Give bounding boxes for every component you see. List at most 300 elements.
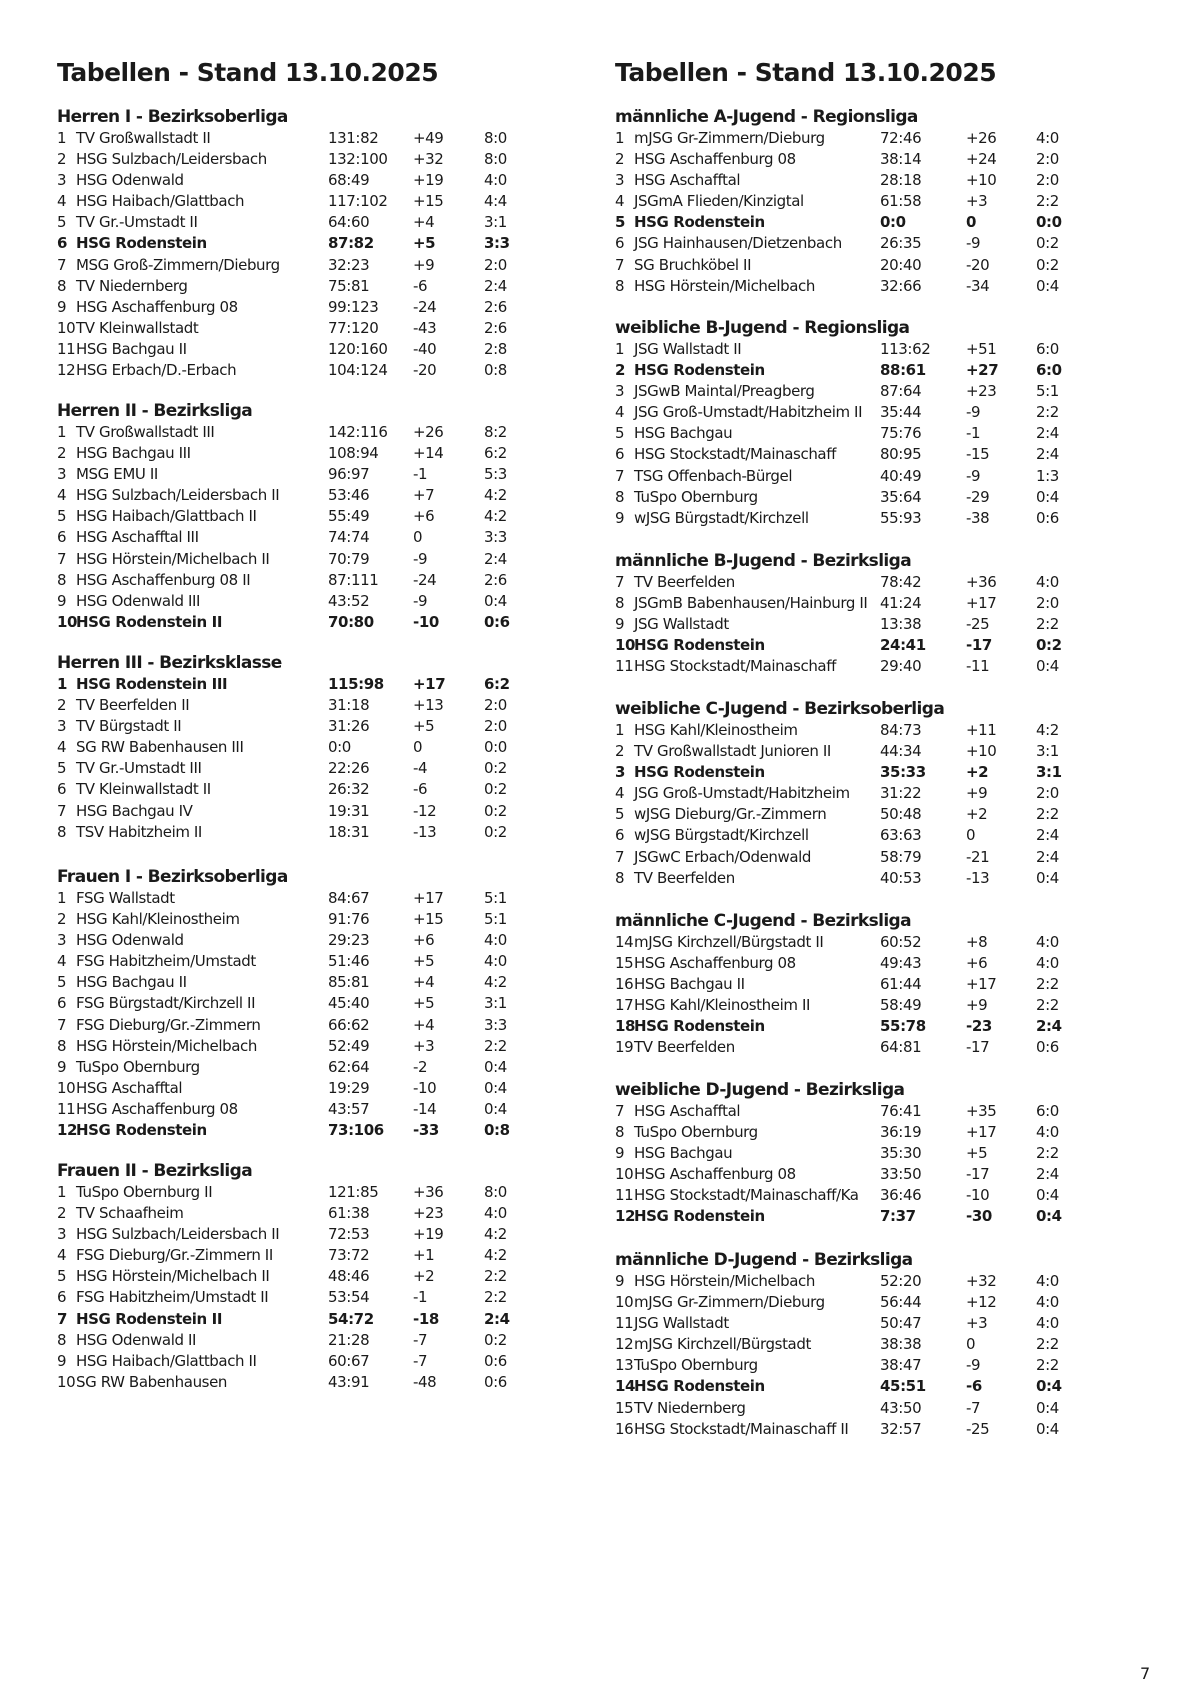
cell-diff: +36 — [966, 573, 997, 591]
cell-score: 32:57 — [880, 1419, 922, 1438]
cell-diff: +23 — [966, 382, 997, 401]
cell-team: HSG Hörstein/Michelbach — [634, 276, 815, 295]
table-row — [57, 972, 537, 993]
cell-score: 75:76 — [880, 424, 922, 443]
cell-pts: 2:6 — [484, 318, 507, 337]
table-row-own-team — [615, 762, 1095, 783]
cell-diff: -2 — [413, 1057, 428, 1076]
cell-diff: +1 — [413, 1246, 435, 1265]
cell-rank: 5 — [57, 759, 67, 778]
table-row-own-team — [615, 1206, 1095, 1227]
cell-pts: 4:0 — [1036, 933, 1059, 951]
cell-diff: +49 — [413, 129, 444, 147]
cell-pts: 2:2 — [484, 1288, 507, 1307]
cell-diff: 0 — [413, 738, 423, 757]
cell-pts: 8:0 — [484, 1183, 507, 1201]
cell-score: 43:91 — [328, 1372, 370, 1391]
cell-pts: 0:4 — [1036, 1398, 1059, 1417]
cell-score: 18:31 — [328, 822, 370, 841]
cell-diff: -9 — [966, 403, 981, 422]
cell-diff: -23 — [966, 1017, 992, 1036]
cell-pts: 0:2 — [484, 759, 507, 778]
cell-score: 104:124 — [328, 361, 388, 380]
table-row — [57, 549, 537, 570]
table-row — [57, 779, 537, 800]
table-row — [615, 1122, 1095, 1143]
cell-diff: -33 — [413, 1121, 439, 1140]
cell-score: 55:49 — [328, 507, 370, 526]
cell-rank: 6 — [57, 1288, 67, 1307]
cell-rank: 3 — [57, 465, 67, 484]
table-row — [57, 527, 537, 548]
league-title: Frauen I - Bezirksoberliga — [57, 867, 288, 887]
cell-team: HSG Aschafftal III — [76, 528, 199, 547]
cell-pts: 2:2 — [484, 1036, 507, 1055]
cell-diff: -6 — [413, 276, 428, 295]
cell-team: HSG Haibach/Glattbach II — [76, 507, 257, 526]
table-row — [57, 339, 537, 360]
cell-pts: 5:1 — [484, 910, 507, 929]
table-row — [57, 1245, 537, 1266]
cell-rank: 19 — [615, 1038, 634, 1057]
cell-rank: 3 — [615, 763, 626, 782]
cell-team: HSG Aschaffenburg 08 — [76, 297, 238, 316]
league-table — [615, 910, 1095, 1059]
league-title: weibliche B-Jugend - Regionsliga — [615, 318, 910, 338]
cell-score: 50:48 — [880, 805, 922, 824]
cell-pts: 0:4 — [1036, 657, 1059, 676]
table-row — [57, 1330, 537, 1351]
cell-diff: -40 — [413, 339, 437, 358]
cell-diff: +13 — [413, 696, 444, 715]
table-row — [57, 951, 537, 972]
table-row — [615, 804, 1095, 825]
cell-team: HSG Stockstadt/Mainaschaff — [634, 657, 836, 676]
table-row-own-team — [57, 1120, 537, 1141]
table-row — [57, 695, 537, 716]
cell-score: 21:28 — [328, 1330, 370, 1349]
table-row — [615, 128, 1095, 149]
cell-pts: 0:2 — [484, 780, 507, 799]
cell-score: 76:41 — [880, 1102, 922, 1120]
cell-pts: 2:0 — [1036, 594, 1059, 613]
cell-diff: +12 — [966, 1293, 997, 1312]
cell-team: HSG Stockstadt/Mainaschaff II — [634, 1419, 849, 1438]
cell-rank: 7 — [615, 1102, 625, 1120]
cell-pts: 3:1 — [1036, 742, 1059, 761]
cell-rank: 4 — [57, 952, 67, 971]
cell-pts: 2:6 — [484, 570, 507, 589]
cell-score: 60:52 — [880, 933, 922, 951]
cell-pts: 2:0 — [1036, 784, 1059, 803]
table-row-own-team — [615, 1376, 1095, 1397]
cell-diff: -17 — [966, 1038, 990, 1057]
cell-score: 56:44 — [880, 1293, 922, 1312]
cell-diff: -7 — [413, 1330, 428, 1349]
table-row — [615, 593, 1095, 614]
cell-diff: -20 — [413, 361, 437, 380]
cell-rank: 10 — [57, 612, 78, 631]
cell-team: HSG Erbach/D.-Erbach — [76, 361, 237, 380]
table-row — [615, 402, 1095, 423]
cell-pts: 2:2 — [1036, 403, 1059, 422]
cell-rank: 4 — [57, 486, 67, 505]
cell-rank: 8 — [57, 1330, 67, 1349]
cell-pts: 4:4 — [484, 192, 507, 211]
cell-rank: 14 — [615, 1377, 636, 1396]
cell-diff: -38 — [966, 508, 990, 527]
cell-team: wJSG Bürgstadt/Kirchzell — [634, 826, 809, 845]
cell-diff: +5 — [413, 717, 435, 736]
cell-score: 120:160 — [328, 339, 388, 358]
cell-rank: 10 — [57, 318, 76, 337]
cell-rank: 10 — [615, 1293, 634, 1312]
table-row — [57, 716, 537, 737]
cell-score: 84:73 — [880, 721, 922, 739]
league-table — [615, 317, 1095, 529]
cell-team: HSG Kahl/Kleinostheim — [634, 721, 798, 739]
table-row — [615, 423, 1095, 444]
cell-score: 87:111 — [328, 570, 379, 589]
cell-diff: +10 — [966, 742, 997, 761]
table-row — [57, 801, 537, 822]
cell-rank: 12 — [615, 1335, 634, 1354]
table-row-own-team — [57, 612, 537, 633]
cell-team: TV Beerfelden — [634, 573, 735, 591]
cell-diff: 0 — [966, 213, 977, 232]
cell-pts: 0:2 — [1036, 636, 1062, 655]
cell-rank: 9 — [615, 1144, 625, 1163]
cell-rank: 2 — [57, 150, 67, 169]
cell-rank: 15 — [615, 1398, 634, 1417]
cell-team: HSG Bachgau II — [76, 339, 187, 358]
league-table — [615, 1079, 1095, 1228]
cell-rank: 7 — [615, 255, 625, 274]
table-row — [615, 1419, 1095, 1440]
cell-pts: 4:2 — [484, 1246, 507, 1265]
cell-score: 61:38 — [328, 1204, 370, 1223]
cell-pts: 0:2 — [484, 822, 507, 841]
cell-score: 0:0 — [328, 738, 351, 757]
cell-diff: +3 — [966, 192, 988, 211]
table-row — [57, 570, 537, 591]
cell-team: HSG Sulzbach/Leidersbach — [76, 150, 267, 169]
cell-pts: 3:1 — [484, 994, 507, 1013]
cell-diff: +9 — [413, 255, 435, 274]
cell-pts: 8:0 — [484, 129, 507, 147]
cell-pts: 2:4 — [1036, 1017, 1062, 1036]
cell-team: SG RW Babenhausen — [76, 1372, 228, 1391]
cell-score: 19:29 — [328, 1078, 370, 1097]
cell-diff: -15 — [966, 445, 990, 464]
cell-pts: 4:0 — [1036, 1314, 1059, 1333]
cell-diff: +4 — [413, 1015, 435, 1034]
cell-rank: 16 — [615, 975, 634, 994]
cell-team: TV Großwallstadt III — [76, 423, 215, 441]
league-title: männliche D-Jugend - Bezirksliga — [615, 1250, 913, 1270]
cell-rank: 7 — [615, 847, 625, 866]
table-row — [57, 506, 537, 527]
cell-team: HSG Aschafftal — [76, 1078, 183, 1097]
cell-rank: 10 — [615, 636, 636, 655]
cell-rank: 7 — [57, 1015, 67, 1034]
page-title: Tabellen - Stand 13.10.2025 — [615, 58, 997, 87]
cell-pts: 0:4 — [484, 1057, 507, 1076]
cell-pts: 5:1 — [484, 889, 507, 907]
cell-team: wJSG Bürgstadt/Kirchzell — [634, 508, 809, 527]
cell-pts: 3:1 — [1036, 763, 1062, 782]
cell-score: 78:42 — [880, 573, 922, 591]
cell-pts: 0:6 — [1036, 1038, 1059, 1057]
cell-rank: 8 — [615, 276, 625, 295]
cell-pts: 2:0 — [484, 717, 507, 736]
cell-score: 28:18 — [880, 171, 922, 190]
cell-team: HSG Rodenstein — [634, 361, 765, 380]
cell-rank: 8 — [57, 276, 67, 295]
cell-pts: 2:4 — [1036, 826, 1059, 845]
table-row — [57, 888, 537, 909]
cell-rank: 3 — [57, 171, 67, 190]
cell-diff: +27 — [966, 361, 999, 380]
cell-score: 70:79 — [328, 549, 370, 568]
league-table — [57, 400, 537, 633]
cell-score: 66:62 — [328, 1015, 370, 1034]
cell-team: HSG Hörstein/Michelbach — [634, 1272, 815, 1290]
cell-rank: 5 — [615, 424, 625, 443]
cell-score: 52:20 — [880, 1272, 922, 1290]
cell-diff: -14 — [413, 1099, 437, 1118]
cell-pts: 3:3 — [484, 1015, 507, 1034]
cell-score: 58:49 — [880, 996, 922, 1015]
table-row-own-team — [615, 360, 1095, 381]
cell-diff: -24 — [413, 297, 437, 316]
cell-rank: 6 — [57, 528, 67, 547]
cell-diff: +26 — [413, 423, 444, 441]
table-row — [615, 1313, 1095, 1334]
cell-rank: 7 — [57, 255, 67, 274]
cell-team: TV Beerfelden II — [76, 696, 190, 715]
cell-team: HSG Hörstein/Michelbach II — [76, 549, 270, 568]
cell-pts: 2:4 — [484, 1309, 510, 1328]
cell-score: 31:26 — [328, 717, 370, 736]
table-row — [615, 572, 1095, 593]
table-row — [615, 656, 1095, 677]
cell-score: 32:23 — [328, 255, 370, 274]
cell-diff: +3 — [413, 1036, 435, 1055]
table-row — [57, 485, 537, 506]
cell-pts: 4:0 — [1036, 1293, 1059, 1312]
cell-rank: 4 — [57, 192, 67, 211]
cell-pts: 0:6 — [484, 1351, 507, 1370]
cell-team: JSG Wallstadt — [634, 1314, 729, 1333]
cell-score: 68:49 — [328, 171, 370, 190]
cell-diff: -11 — [966, 657, 990, 676]
table-row — [615, 1143, 1095, 1164]
cell-rank: 2 — [615, 742, 625, 761]
league-table — [57, 1160, 537, 1393]
cell-rank: 4 — [57, 738, 67, 757]
cell-pts: 4:0 — [1036, 954, 1059, 973]
cell-rank: 8 — [615, 487, 625, 506]
cell-team: FSG Wallstadt — [76, 889, 175, 907]
cell-rank: 9 — [615, 508, 625, 527]
cell-rank: 5 — [57, 973, 67, 992]
cell-diff: +2 — [413, 1267, 435, 1286]
cell-score: 36:19 — [880, 1123, 922, 1142]
cell-team: TV Niedernberg — [76, 276, 188, 295]
cell-rank: 6 — [615, 234, 625, 253]
cell-rank: 8 — [615, 868, 625, 887]
league-table — [615, 698, 1095, 889]
cell-score: 64:81 — [880, 1038, 922, 1057]
cell-pts: 2:4 — [484, 276, 507, 295]
table-row — [57, 909, 537, 930]
cell-diff: -13 — [413, 822, 437, 841]
cell-diff: +32 — [413, 150, 444, 169]
cell-pts: 0:0 — [1036, 213, 1062, 232]
table-row — [615, 614, 1095, 635]
cell-pts: 3:3 — [484, 234, 510, 253]
cell-diff: -7 — [966, 1398, 981, 1417]
cell-score: 32:66 — [880, 276, 922, 295]
cell-rank: 17 — [615, 996, 634, 1015]
cell-pts: 0:4 — [1036, 868, 1059, 887]
cell-rank: 9 — [57, 591, 67, 610]
cell-score: 72:53 — [328, 1225, 370, 1244]
cell-rank: 1 — [57, 129, 67, 147]
cell-diff: -1 — [966, 424, 981, 443]
cell-score: 33:50 — [880, 1165, 922, 1184]
cell-pts: 2:2 — [1036, 1356, 1059, 1375]
table-row — [57, 297, 537, 318]
cell-diff: -9 — [966, 466, 981, 485]
cell-score: 115:98 — [328, 675, 384, 693]
table-row — [57, 1351, 537, 1372]
table-row — [57, 318, 537, 339]
cell-diff: +5 — [413, 952, 435, 971]
cell-pts: 4:0 — [484, 171, 507, 190]
cell-rank: 12 — [57, 1121, 78, 1140]
cell-score: 50:47 — [880, 1314, 922, 1333]
table-row — [615, 444, 1095, 465]
cell-diff: +17 — [966, 594, 997, 613]
cell-diff: -25 — [966, 615, 990, 634]
cell-diff: -12 — [413, 801, 437, 820]
cell-diff: -21 — [966, 847, 990, 866]
cell-pts: 0:4 — [1036, 1186, 1059, 1205]
table-row — [57, 591, 537, 612]
cell-score: 53:46 — [328, 486, 370, 505]
table-row — [615, 466, 1095, 487]
table-row — [615, 1101, 1095, 1122]
cell-pts: 0:6 — [484, 1372, 507, 1391]
cell-team: mJSG Kirchzell/Bürgstadt II — [634, 933, 824, 951]
cell-diff: -29 — [966, 487, 990, 506]
table-row — [57, 930, 537, 951]
cell-pts: 2:4 — [1036, 1165, 1059, 1184]
cell-team: TuSpo Obernburg — [634, 1123, 758, 1142]
cell-score: 73:106 — [328, 1121, 384, 1140]
cell-diff: -25 — [966, 1419, 990, 1438]
cell-rank: 4 — [615, 784, 625, 803]
table-row-own-team — [615, 212, 1095, 233]
cell-score: 52:49 — [328, 1036, 370, 1055]
table-row — [615, 1292, 1095, 1313]
cell-score: 43:57 — [328, 1099, 370, 1118]
cell-pts: 0:4 — [1036, 1207, 1062, 1226]
cell-team: HSG Hörstein/Michelbach — [76, 1036, 257, 1055]
cell-score: 31:18 — [328, 696, 370, 715]
cell-rank: 7 — [615, 466, 625, 485]
cell-pts: 4:0 — [484, 931, 507, 950]
cell-diff: -1 — [413, 465, 428, 484]
cell-score: 75:81 — [328, 276, 370, 295]
cell-rank: 11 — [57, 1099, 76, 1118]
cell-pts: 0:2 — [484, 1330, 507, 1349]
cell-diff: +19 — [413, 1225, 444, 1244]
cell-team: HSG Rodenstein — [634, 213, 765, 232]
cell-pts: 8:2 — [484, 423, 507, 441]
cell-rank: 9 — [57, 1351, 67, 1370]
cell-team: HSG Sulzbach/Leidersbach II — [76, 486, 280, 505]
cell-rank: 1 — [615, 129, 625, 147]
cell-team: HSG Bachgau II — [76, 973, 187, 992]
cell-pts: 0:0 — [484, 738, 507, 757]
cell-team: wJSG Dieburg/Gr.-Zimmern — [634, 805, 827, 824]
cell-team: HSG Rodenstein II — [76, 612, 223, 631]
cell-pts: 1:3 — [1036, 466, 1059, 485]
cell-team: HSG Stockstadt/Mainaschaff — [634, 445, 836, 464]
cell-rank: 10 — [57, 1078, 76, 1097]
cell-rank: 8 — [615, 1123, 625, 1142]
table-row — [615, 868, 1095, 889]
cell-diff: 0 — [413, 528, 423, 547]
table-row — [57, 1099, 537, 1120]
cell-score: 49:43 — [880, 954, 922, 973]
cell-pts: 4:0 — [1036, 573, 1059, 591]
cell-team: FSG Dieburg/Gr.-Zimmern II — [76, 1246, 273, 1265]
table-row — [57, 149, 537, 170]
table-row — [615, 487, 1095, 508]
cell-team: HSG Odenwald — [76, 171, 184, 190]
cell-team: mJSG Kirchzell/Bürgstadt — [634, 1335, 811, 1354]
cell-team: HSG Rodenstein — [634, 763, 765, 782]
cell-pts: 6:0 — [1036, 361, 1062, 380]
table-row — [57, 1036, 537, 1057]
cell-diff: -10 — [413, 612, 439, 631]
cell-rank: 7 — [615, 573, 625, 591]
table-row — [57, 360, 537, 381]
cell-pts: 2:2 — [484, 1267, 507, 1286]
table-row — [57, 822, 537, 843]
table-row — [57, 1057, 537, 1078]
cell-team: JSG Wallstadt II — [634, 340, 742, 358]
page-number: 7 — [1140, 1664, 1151, 1683]
cell-rank: 13 — [615, 1356, 634, 1375]
cell-pts: 0:8 — [484, 361, 507, 380]
table-row — [615, 381, 1095, 402]
cell-team: TV Gr.-Umstadt III — [76, 759, 202, 778]
cell-rank: 1 — [57, 423, 67, 441]
cell-pts: 5:3 — [484, 465, 507, 484]
cell-pts: 0:6 — [484, 612, 510, 631]
cell-score: 53:54 — [328, 1288, 370, 1307]
cell-score: 41:24 — [880, 594, 922, 613]
cell-pts: 6:2 — [484, 675, 510, 693]
league-table — [615, 106, 1095, 297]
cell-diff: +17 — [966, 975, 997, 994]
cell-pts: 2:4 — [1036, 445, 1059, 464]
